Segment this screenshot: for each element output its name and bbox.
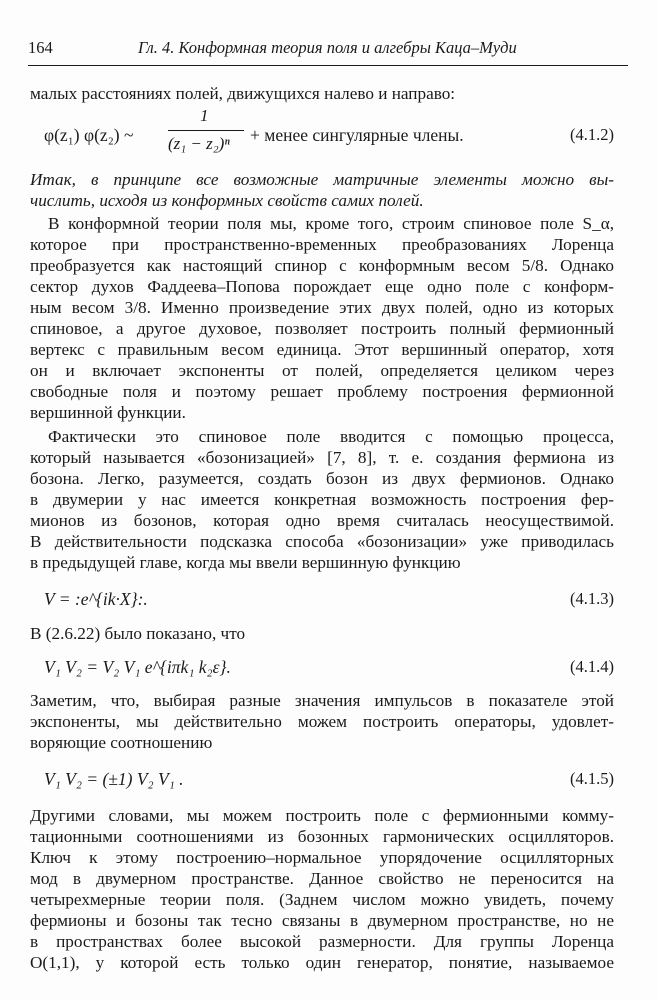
eq-number: (4.1.5) bbox=[570, 769, 614, 788]
text-line: В конформной теории поля мы, кроме того, строим спиновое поле S_α, bbox=[48, 214, 614, 233]
eq-body: V₁ V₂ = V₂ V₁ e^{iπk₁ k₂ε}. bbox=[44, 657, 231, 677]
text-line: преобразуется как настоящий спинор с конформным весом 5/8. Однако bbox=[30, 256, 614, 275]
text-line: в двумерии у нас имеется конкретная возможность построения фер- bbox=[30, 490, 614, 509]
italic-line-2: числить, исходя из конформных свойств самих полей. bbox=[30, 191, 424, 210]
intro-line: малых расстояниях полей, движущихся налево и направо: bbox=[30, 84, 456, 103]
text-line: воряющие соотношению bbox=[30, 733, 213, 752]
text-line: вершинной функции. bbox=[30, 403, 186, 422]
header-rule bbox=[28, 65, 628, 66]
text-line: Другими словами, мы можем построить поле с фермионными комму- bbox=[30, 806, 614, 825]
running-head: Гл. 4. Конформная теория поля и алгебры Каца–Муди bbox=[138, 38, 517, 57]
eq-denominator: (z₁ − z₂)ⁿ bbox=[168, 134, 230, 153]
text-line: которое при пространственно-временных преобразованиях Лоренца bbox=[30, 235, 614, 254]
text-line: Фактически это спиновое поле вводится с помощью процесса, bbox=[48, 427, 614, 446]
eq-lhs: φ(z₁) φ(z₂) ~ bbox=[44, 125, 134, 145]
text-line: в предыдущей главе, когда мы ввели вершинную функцию bbox=[30, 553, 461, 572]
eq-number: (4.1.3) bbox=[570, 589, 614, 608]
text-line: В (2.6.22) было показано, что bbox=[30, 624, 246, 643]
text-line: фермионы и бозоны так тесно связаны в двумерном пространстве, но не bbox=[30, 911, 614, 930]
text-line: мод в двумерном пространстве. Данное свойство не переносится на bbox=[30, 869, 614, 888]
text-line: сектор духов Фаддеева–Попова порождает еще одно поле с конформ- bbox=[30, 277, 614, 296]
text-line: четырехмерные теории поля. (Заднем числом можно увидеть, почему bbox=[30, 890, 614, 909]
eq-body: V₁ V₂ = (±1) V₂ V₁ . bbox=[44, 769, 184, 789]
text-line: тационными соотношениями из бозонных гармонических осцилляторов. bbox=[30, 827, 614, 846]
text-line: Заметим, что, выбирая разные значения импульсов в показателе этой bbox=[30, 691, 614, 710]
text-line: который называется «бозонизацией» [7, 8], т. е. создания фермиона из bbox=[30, 448, 614, 467]
fraction-bar bbox=[168, 130, 244, 131]
eq-rhs: + менее сингулярные члены. bbox=[250, 125, 464, 145]
text-line: в пространствах более высокой размерности. Для группы Лоренца bbox=[30, 932, 614, 951]
text-line: O(1,1), у которой есть только один генератор, понятие, называемое bbox=[30, 953, 614, 972]
text-line: спиновое, а другое духовое, позволяет построить полный фермионный bbox=[30, 319, 614, 338]
text-line: экспоненты, мы действительно можем построить операторы, удовлет- bbox=[30, 712, 614, 731]
eq-number: (4.1.4) bbox=[570, 657, 614, 676]
text-line: он и включает экспоненты от полей, определяется целиком через bbox=[30, 361, 614, 380]
text-line: ным весом 3/8. Именно произведение этих двух полей, одно из которых bbox=[30, 298, 614, 317]
text-line: В действительности подсказка способа «бозонизации» уже приводилась bbox=[30, 532, 614, 551]
eq-number: (4.1.2) bbox=[570, 125, 614, 144]
page-header bbox=[28, 38, 630, 64]
text-line: бозона. Легко, разумеется, создать бозон из двух фермионов. Однако bbox=[30, 469, 614, 488]
text-line: мионов из бозонов, которая одно время считалась неосуществимой. bbox=[30, 511, 614, 530]
text-line: вертекс с правильным весом единица. Этот вершинный оператор, хотя bbox=[30, 340, 614, 359]
text-line: Ключ к этому построению–нормальное упорядочение осцилляторных bbox=[30, 848, 614, 867]
eq-body: V = :e^{ik·X}:. bbox=[44, 589, 148, 609]
page-number: 164 bbox=[28, 38, 53, 57]
italic-line-1: Итак, в принципе все возможные матричные элементы можно вы- bbox=[30, 170, 614, 189]
eq-numerator: 1 bbox=[200, 106, 209, 125]
text-line: свободные поля и поэтому решает проблему построения фермионной bbox=[30, 382, 614, 401]
